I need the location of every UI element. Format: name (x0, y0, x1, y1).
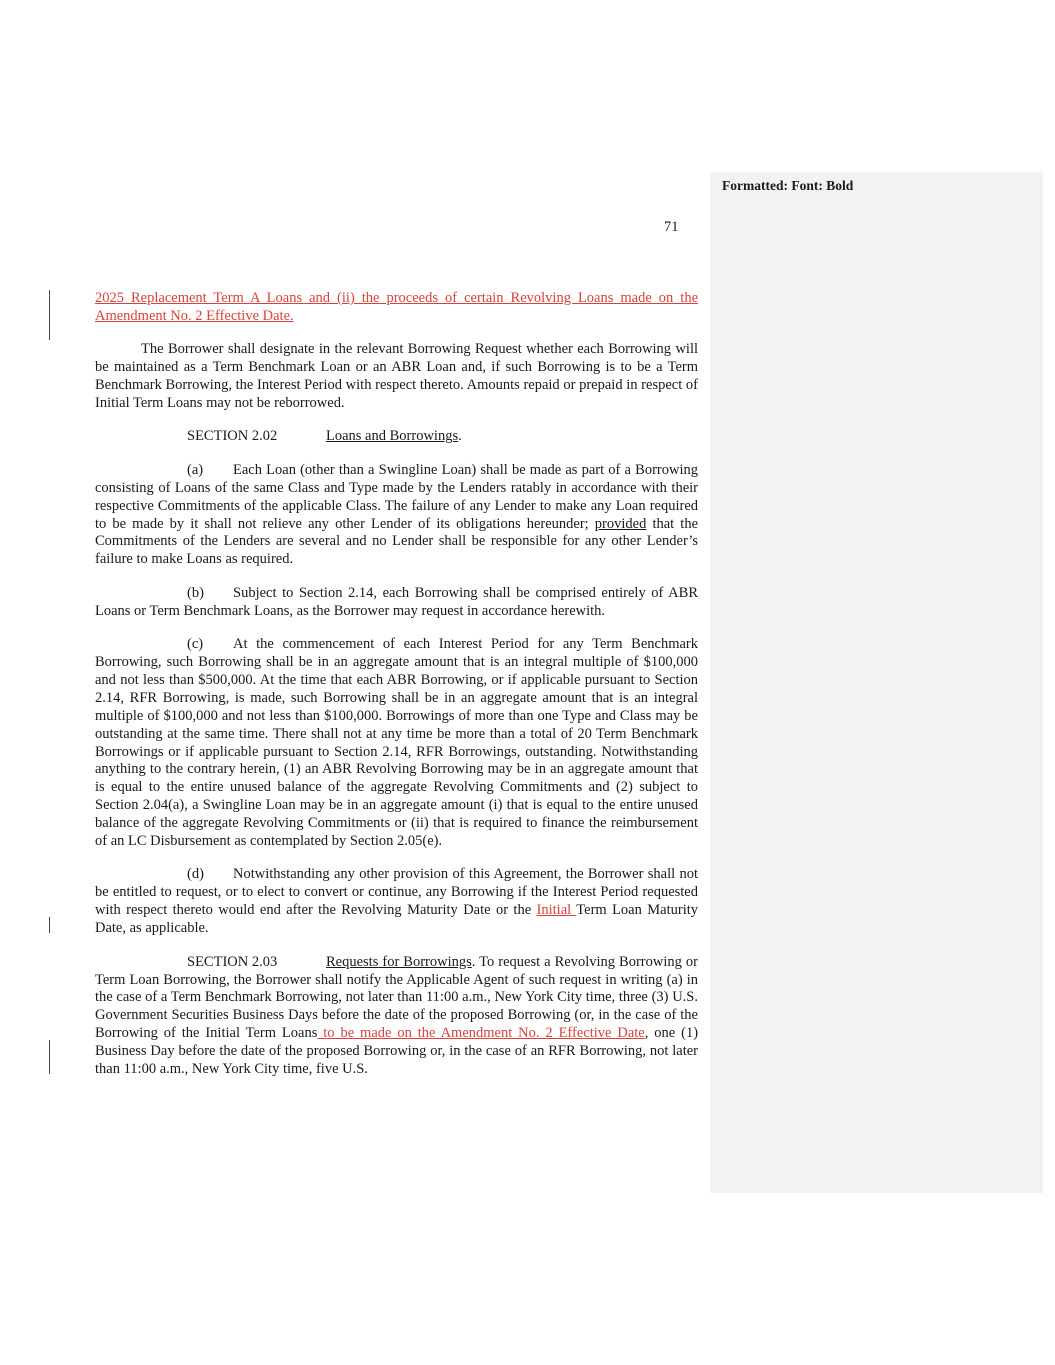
paragraph-text: At the commencement of each Interest Period for any Term Benchmark Borrowing, such Borrowing shall be in an aggregate amount that is an integral multiple of $100,000 and not less than $500,000. At the time that each ABR Borrowing, or if applicable pursuant to Section 2.14, RFR Borrowing, is made, such Borrowing shall be in an aggregate amount that is an integral multiple of $100,000 and not less than $100,000. Borrowings of more than one Type and Class may be outstanding at the same time. There shall not at any time be more than a total of 20 Term Benchmark Borrowings or if applicable pursuant to Section 2.14, RFR Borrowings, outstanding. Notwithstanding anything to the contrary herein, (1) an ABR Revolving Borrowing may be in an aggregate amount that is equal to the entire unused balance of the aggregate Revolving Commitments and (2) subject to Section 2.04(a), a Swingline Loan may be in an aggregate amount (i) that is equal to the entire unused balance of the aggregate Revolving Commitments or (ii) that is required to finance the reimbursement of an LC Disbursement as contemplated by Section 2.05(e). (95, 636, 698, 850)
item-label: (d) (187, 866, 204, 883)
section-2-02-heading (95, 428, 698, 446)
paragraph-a (95, 462, 698, 569)
document-body (95, 290, 698, 1094)
section-number: SECTION 2.03 (187, 953, 278, 970)
item-label: (b) (187, 584, 204, 601)
paragraph-text: Each Loan (other than a Swingline Loan) shall be made as part of a Borrowing consisting of Loans of the same Class and Type made by the Lenders ratably in accordance with their respective Commitments of the applicable Class. The failure of any Lender to make any Loan required to be made by it shall not relieve any other Lender of its obligations hereunder; (95, 461, 698, 532)
section-title-period: . (458, 428, 462, 445)
section-number: SECTION 2.02 (187, 428, 278, 445)
section-title: Requests for Borrowings (326, 953, 472, 970)
paragraph-text: that the Commitments of the Lenders are several and no Lender shall be responsible for any other Lender’s failure to make Loans as required. (95, 515, 699, 568)
paragraph-text: Subject to Section 2.14, each Borrowing shall be comprised entirely of ABR Loans or Term Benchmark Loans, as the Borrower may request in accordance herewith. (95, 584, 698, 619)
item-label: (a) (187, 461, 204, 478)
inserted-text: Initial (536, 902, 577, 919)
paragraph-b (95, 585, 698, 621)
inserted-text: 2025 Replacement Term A Loans and (ii) the proceeds of certain Revolving Loans made on the Amendment No. 2 Effective Date. (95, 290, 698, 324)
comment-pane (710, 172, 1043, 1193)
paragraph-text: Term Loan Maturity Date, as applicable. (95, 902, 698, 937)
change-bar (49, 917, 50, 933)
inserted-text: to be made on the Amendment No. 2 Effective Date (317, 1025, 645, 1042)
change-bar (49, 1040, 50, 1074)
paragraph-d (95, 866, 698, 938)
item-label: (c) (187, 636, 204, 653)
page-number: 71 (664, 219, 679, 235)
paragraph-continuation (95, 290, 698, 326)
comment-pane-title: Formatted: Font: Bold (722, 178, 854, 193)
change-bar (49, 290, 50, 340)
provided-term: provided (594, 515, 647, 532)
section-title: Loans and Borrowings (326, 428, 459, 445)
section-2-03-paragraph (95, 954, 698, 1079)
paragraph-c (95, 636, 698, 851)
paragraph-text: . To request a Revolving Borrowing or Term Loan Borrowing, the Borrower shall notify the Applicable Agent of such request in writing (a) in the case of a Term Benchmark Borrowing, not later than 11:00 a.m., New York City time, three (3) U.S. Government Securities Business Days before the date of the proposed Borrowing (or, in the case of the Borrowing of the Initial Term Loans (95, 953, 698, 1042)
paragraph-text: Notwithstanding any other provision of this Agreement, the Borrower shall not be entitled to request, or to elect to convert or continue, any Borrowing if the Interest Period requested with respect thereto would end after the Revolving Maturity Date or the (95, 866, 698, 919)
paragraph-borrowing-designation: The Borrower shall designate in the relevant Borrowing Request whether each Borrowing will be maintained as a Term Benchmark Loan or an ABR Loan and, if such Borrowing is to be a Term Benchmark Borrowing, the Interest Period with respect thereto. Amounts repaid or prepaid in respect of Initial Term Loans may not be reborrowed. (95, 341, 698, 412)
paragraph-text: , one (1) Business Day before the date of the proposed Borrowing or, in the case of an RFR Borrowing, not later than 11:00 a.m., New York City time, five U.S. (95, 1025, 699, 1078)
